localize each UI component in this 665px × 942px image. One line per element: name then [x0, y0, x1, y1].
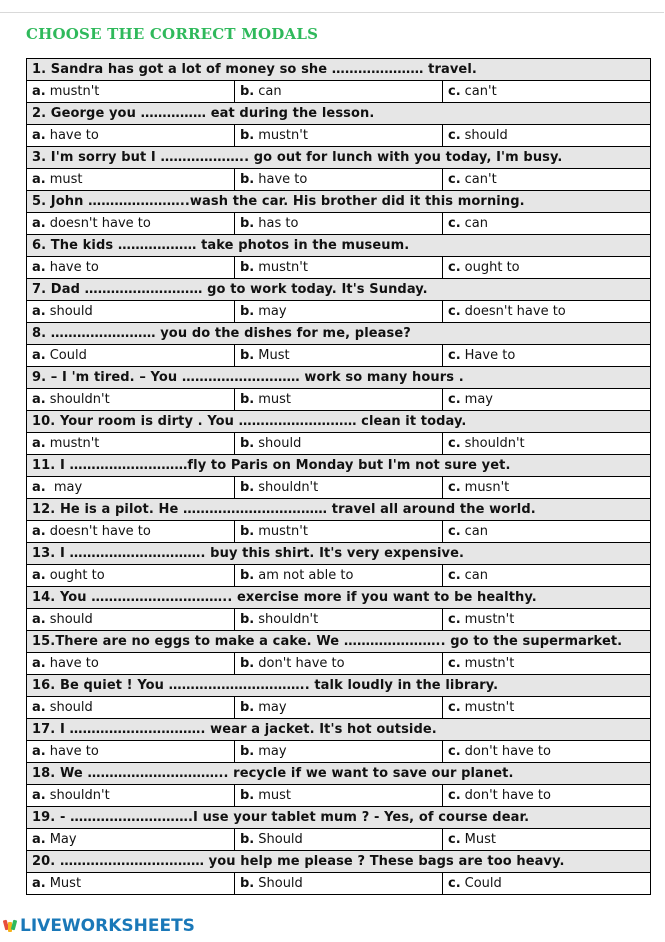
option-text: have to [49, 744, 99, 759]
footer-text: LIVEWORKSHEETS [20, 916, 195, 936]
option-c[interactable] [443, 301, 651, 323]
quiz-table [26, 58, 651, 895]
option-c[interactable] [443, 389, 651, 411]
question-text: 3. I'm sorry but I ……………….. go out for lunch with you today, I'm busy. [27, 147, 651, 169]
option-letter: a. [32, 172, 46, 187]
option-letter: c. [448, 480, 461, 495]
option-b[interactable] [235, 389, 443, 411]
option-letter: c. [448, 128, 461, 143]
worksheet-title: CHOOSE THE CORRECT MODALS [26, 25, 319, 43]
question-row [27, 59, 651, 81]
option-letter: b. [240, 524, 255, 539]
option-letter: a. [32, 216, 46, 231]
options-row [27, 389, 651, 411]
option-text: mustn't [464, 700, 515, 715]
option-letter: c. [448, 876, 461, 891]
question-text: 10. Your room is dirty . You ……………………… clean it today. [27, 411, 651, 433]
option-letter: a. [32, 480, 46, 495]
option-letter: a. [32, 744, 46, 759]
option-letter: c. [448, 656, 461, 671]
option-text: am not able to [258, 568, 354, 583]
option-a[interactable] [27, 257, 235, 279]
option-letter: c. [448, 348, 461, 363]
option-letter: a. [32, 788, 46, 803]
option-a[interactable] [27, 389, 235, 411]
option-letter: c. [448, 832, 461, 847]
option-text: doesn't have to [464, 304, 566, 319]
option-a[interactable] [27, 521, 235, 543]
option-letter: c. [448, 524, 461, 539]
options-row [27, 301, 651, 323]
option-b[interactable] [235, 609, 443, 631]
option-letter: c. [448, 216, 461, 231]
option-letter: a. [32, 524, 46, 539]
option-a[interactable] [27, 345, 235, 367]
option-letter: c. [448, 612, 461, 627]
option-text: should [49, 612, 93, 627]
question-row [27, 587, 651, 609]
option-text: should [49, 304, 93, 319]
option-b[interactable] [235, 697, 443, 719]
question-row [27, 279, 651, 301]
option-letter: b. [240, 612, 255, 627]
option-letter: b. [240, 172, 255, 187]
option-letter: a. [32, 876, 46, 891]
question-row [27, 367, 651, 389]
option-c[interactable] [443, 741, 651, 763]
option-c[interactable] [443, 125, 651, 147]
option-b[interactable] [235, 565, 443, 587]
option-a[interactable] [27, 301, 235, 323]
option-letter: a. [32, 392, 46, 407]
option-letter: a. [32, 832, 46, 847]
option-text: have to [258, 172, 308, 187]
question-text: 6. The kids ……………… take photos in the museum. [27, 235, 651, 257]
question-text: 1. Sandra has got a lot of money so she ………………… travel. [27, 59, 651, 81]
option-text: can [464, 568, 489, 583]
option-letter: a. [32, 612, 46, 627]
option-a[interactable] [27, 433, 235, 455]
option-text: mustn't [49, 84, 100, 99]
option-text: must [258, 788, 292, 803]
question-text: 2. George you …………… eat during the lesson. [27, 103, 651, 125]
option-c[interactable] [443, 345, 651, 367]
question-row [27, 631, 651, 653]
option-letter: b. [240, 260, 255, 275]
option-letter: a. [32, 304, 46, 319]
option-b[interactable] [235, 433, 443, 455]
options-row [27, 521, 651, 543]
option-letter: b. [240, 700, 255, 715]
option-b[interactable] [235, 741, 443, 763]
option-text: may [49, 480, 83, 495]
option-text: Must [258, 348, 290, 363]
option-letter: b. [240, 216, 255, 231]
option-c[interactable] [443, 257, 651, 279]
option-a[interactable] [27, 741, 235, 763]
option-c[interactable] [443, 213, 651, 235]
option-a[interactable] [27, 169, 235, 191]
options-row [27, 257, 651, 279]
option-c[interactable] [443, 785, 651, 807]
option-text: don't have to [464, 744, 551, 759]
liveworksheets-logo-icon [4, 918, 18, 935]
option-letter: b. [240, 656, 255, 671]
option-letter: b. [240, 348, 255, 363]
option-letter: b. [240, 128, 255, 143]
option-b[interactable] [235, 345, 443, 367]
options-row [27, 213, 651, 235]
option-c[interactable] [443, 609, 651, 631]
question-row [27, 103, 651, 125]
option-text: should [258, 436, 302, 451]
options-row [27, 477, 651, 499]
option-c[interactable] [443, 829, 651, 851]
option-text: mustn't [464, 656, 515, 671]
option-text: ought to [49, 568, 105, 583]
option-b[interactable] [235, 125, 443, 147]
question-row [27, 147, 651, 169]
question-text: 7. Dad ……………………… go to work today. It's Sunday. [27, 279, 651, 301]
option-letter: b. [240, 480, 255, 495]
liveworksheets-logo [4, 916, 195, 936]
option-text: has to [258, 216, 299, 231]
option-text: don't have to [464, 788, 551, 803]
option-text: have to [49, 260, 99, 275]
option-letter: c. [448, 84, 461, 99]
options-row [27, 433, 651, 455]
option-a[interactable] [27, 213, 235, 235]
option-letter: b. [240, 832, 255, 847]
question-text: 19. - ……………………….I use your tablet mum ? - Yes, of course dear. [27, 807, 651, 829]
option-text: Could [49, 348, 87, 363]
option-c[interactable] [443, 433, 651, 455]
question-text: 12. He is a pilot. He …………………………… travel all around the world. [27, 499, 651, 521]
option-letter: a. [32, 436, 46, 451]
question-row [27, 807, 651, 829]
option-b[interactable] [235, 257, 443, 279]
question-row [27, 323, 651, 345]
option-letter: c. [448, 568, 461, 583]
option-text: don't have to [258, 656, 345, 671]
options-row [27, 653, 651, 675]
option-text: should [464, 128, 508, 143]
option-text: may [464, 392, 493, 407]
question-row [27, 719, 651, 741]
option-text: Should [258, 832, 303, 847]
question-text: 16. Be quiet ! You ………………………….. talk loudly in the library. [27, 675, 651, 697]
option-text: may [258, 700, 287, 715]
option-b[interactable] [235, 169, 443, 191]
options-row [27, 81, 651, 103]
option-c[interactable] [443, 873, 651, 895]
option-letter: b. [240, 392, 255, 407]
options-row [27, 741, 651, 763]
option-text: shouldn't [258, 612, 319, 627]
option-letter: b. [240, 84, 255, 99]
option-text: can [258, 84, 282, 99]
question-row [27, 191, 651, 213]
option-a[interactable] [27, 653, 235, 675]
option-letter: c. [448, 700, 461, 715]
option-text: have to [49, 128, 99, 143]
option-letter: a. [32, 568, 46, 583]
option-letter: c. [448, 788, 461, 803]
option-text: ought to [464, 260, 520, 275]
option-text: should [49, 700, 93, 715]
option-b[interactable] [235, 477, 443, 499]
option-text: shouldn't [464, 436, 525, 451]
option-text: Must [464, 832, 496, 847]
option-c[interactable] [443, 169, 651, 191]
option-text: can [464, 524, 489, 539]
option-letter: a. [32, 348, 46, 363]
option-text: Have to [464, 348, 516, 363]
question-row [27, 763, 651, 785]
option-text: Should [258, 876, 303, 891]
option-letter: a. [32, 128, 46, 143]
options-row [27, 829, 651, 851]
question-text: 13. I …………………………. buy this shirt. It's very expensive. [27, 543, 651, 565]
option-letter: b. [240, 876, 255, 891]
option-text: can [464, 216, 489, 231]
question-text: 18. We ………………………….. recycle if we want to save our planet. [27, 763, 651, 785]
question-text: 9. – I 'm tired. – You ……………………… work so many hours . [27, 367, 651, 389]
option-text: shouldn't [49, 788, 110, 803]
option-b[interactable] [235, 521, 443, 543]
option-b[interactable] [235, 785, 443, 807]
option-letter: b. [240, 744, 255, 759]
option-text: mustn't [464, 612, 515, 627]
option-text: may [258, 304, 287, 319]
option-a[interactable] [27, 785, 235, 807]
question-text: 8. …………………… you do the dishes for me, please? [27, 323, 651, 345]
option-c[interactable] [443, 565, 651, 587]
question-row [27, 411, 651, 433]
option-b[interactable] [235, 213, 443, 235]
option-text: doesn't have to [49, 216, 151, 231]
option-c[interactable] [443, 653, 651, 675]
option-text: may [258, 744, 287, 759]
options-row [27, 609, 651, 631]
option-b[interactable] [235, 81, 443, 103]
question-row [27, 675, 651, 697]
option-c[interactable] [443, 697, 651, 719]
options-row [27, 785, 651, 807]
question-row [27, 543, 651, 565]
option-letter: c. [448, 744, 461, 759]
options-row [27, 697, 651, 719]
option-a[interactable] [27, 81, 235, 103]
option-a[interactable] [27, 829, 235, 851]
option-letter: c. [448, 260, 461, 275]
option-text: Must [49, 876, 82, 891]
option-a[interactable] [27, 609, 235, 631]
option-text: mustn't [258, 260, 308, 275]
option-text: mustn't [258, 128, 308, 143]
option-a[interactable] [27, 565, 235, 587]
question-text: 15.There are no eggs to make a cake. We ………………….. go to the supermarket. [27, 631, 651, 653]
option-b[interactable] [235, 653, 443, 675]
option-letter: b. [240, 436, 255, 451]
option-c[interactable] [443, 477, 651, 499]
option-a[interactable] [27, 125, 235, 147]
question-text: 17. I …………………………. wear a jacket. It's hot outside. [27, 719, 651, 741]
option-text: have to [49, 656, 99, 671]
question-text: 11. I ………………………fly to Paris on Monday but I'm not sure yet. [27, 455, 651, 477]
option-letter: a. [32, 260, 46, 275]
option-letter: b. [240, 568, 255, 583]
option-text: doesn't have to [49, 524, 151, 539]
option-letter: a. [32, 84, 46, 99]
page-top-edge [0, 0, 664, 13]
option-text: shouldn't [49, 392, 110, 407]
question-text: 5. John …………………..wash the car. His brother did it this morning. [27, 191, 651, 213]
option-c[interactable] [443, 521, 651, 543]
options-row [27, 169, 651, 191]
question-row [27, 455, 651, 477]
question-row [27, 851, 651, 873]
option-a[interactable] [27, 697, 235, 719]
option-letter: c. [448, 436, 461, 451]
option-letter: c. [448, 392, 461, 407]
option-text: May [49, 832, 77, 847]
option-letter: b. [240, 788, 255, 803]
question-text: 20. …………………………… you help me please ? These bags are too heavy. [27, 851, 651, 873]
option-a[interactable] [27, 477, 235, 499]
option-a[interactable] [27, 873, 235, 895]
option-text: can't [464, 172, 497, 187]
options-row [27, 565, 651, 587]
option-text: must [49, 172, 83, 187]
option-text: musn't [464, 480, 510, 495]
option-letter: b. [240, 304, 255, 319]
question-row [27, 499, 651, 521]
question-row [27, 235, 651, 257]
option-b[interactable] [235, 873, 443, 895]
option-letter: a. [32, 656, 46, 671]
options-row [27, 125, 651, 147]
option-letter: c. [448, 172, 461, 187]
option-letter: c. [448, 304, 461, 319]
option-text: can't [464, 84, 497, 99]
options-row [27, 345, 651, 367]
option-c[interactable] [443, 81, 651, 103]
question-text: 14. You ………………………….. exercise more if you want to be healthy. [27, 587, 651, 609]
option-text: shouldn't [258, 480, 319, 495]
option-text: mustn't [258, 524, 308, 539]
option-text: Could [464, 876, 502, 891]
option-b[interactable] [235, 829, 443, 851]
option-text: must [258, 392, 292, 407]
option-text: mustn't [49, 436, 100, 451]
option-b[interactable] [235, 301, 443, 323]
option-letter: a. [32, 700, 46, 715]
options-row [27, 873, 651, 895]
